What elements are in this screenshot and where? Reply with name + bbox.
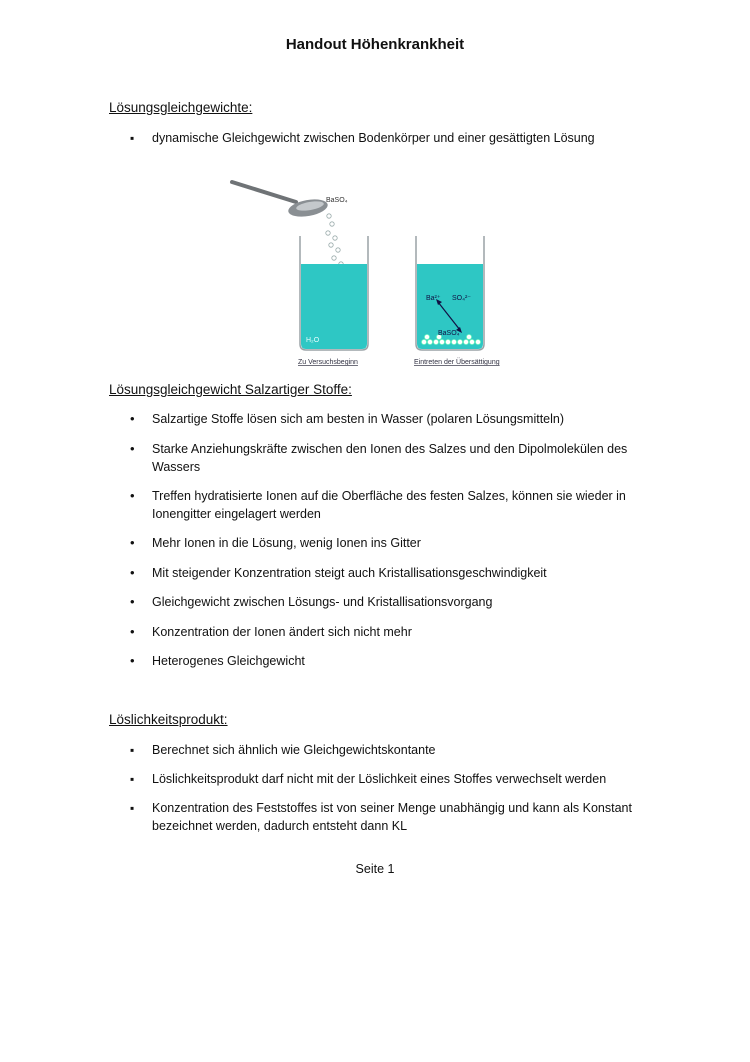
beaker1-label: H₂O	[306, 337, 320, 344]
spoon-icon	[232, 182, 329, 219]
section-heading-loeslichkeitsprodukt: Löslichkeitsprodukt:	[109, 712, 228, 727]
beaker1-caption: Zu Versuchsbeginn	[298, 359, 358, 366]
list-item: • Konzentration der Ionen ändert sich nicht mehr	[152, 623, 632, 641]
document-title: Handout Höhenkrankheit	[285, 36, 465, 53]
spoon-label: BaSO₄	[326, 197, 348, 204]
beaker2-ion2: SO₄²⁻	[452, 295, 471, 302]
section-heading-loesungsgleichgewichte: Lösungsgleichgewichte:	[109, 100, 253, 115]
page-number: Seite 1	[355, 862, 395, 876]
beaker-initial	[300, 236, 368, 350]
list-item: ▪ Löslichkeitsprodukt darf nicht mit der Löslichkeit eines Stoffes verwechselt werden	[152, 770, 632, 788]
list-item: • Treffen hydratisierte Ionen auf die Oberfläche des festen Salzes, können sie wieder in Ionengitter eingelagert werden	[152, 487, 632, 523]
section-heading-salzartige-stoffe: Lösungsgleichgewicht Salzartiger Stoffe:	[109, 382, 352, 397]
list-item: • Gleichgewicht zwischen Lösungs- und Kristallisationsvorgang	[152, 593, 632, 611]
list-item: • Mehr Ionen in die Lösung, wenig Ionen ins Gitter	[152, 534, 632, 552]
list-item: • Starke Anziehungskräfte zwischen den Ionen des Salzes und den Dipolmolekülen des Wassers	[152, 440, 632, 476]
beaker2-caption: Eintreten der Übersättigung	[414, 359, 500, 366]
list-item: ▪ dynamische Gleichgewicht zwischen Bodenkörper und einer gesättigten Lösung	[152, 129, 632, 147]
list-item: • Salzartige Stoffe lösen sich am besten in Wasser (polaren Lösungsmitteln)	[152, 410, 632, 428]
list-item: ▪ Berechnet sich ähnlich wie Gleichgewichtskontante	[152, 741, 632, 759]
list-item: ▪ Konzentration des Feststoffes ist von seiner Menge unabhängig und kann als Konstant bezeichnet werden, dadurch entsteht dann KL	[152, 799, 632, 835]
solubility-equilibrium-figure	[228, 178, 528, 368]
beaker2-solid-label: BaSO₄	[438, 330, 460, 337]
beaker2-ion1: Ba²⁺	[426, 295, 441, 302]
list-item: • Mit steigender Konzentration steigt auch Kristallisationsgeschwindigkeit	[152, 564, 632, 582]
list-item: • Heterogenes Gleichgewicht	[152, 652, 632, 670]
